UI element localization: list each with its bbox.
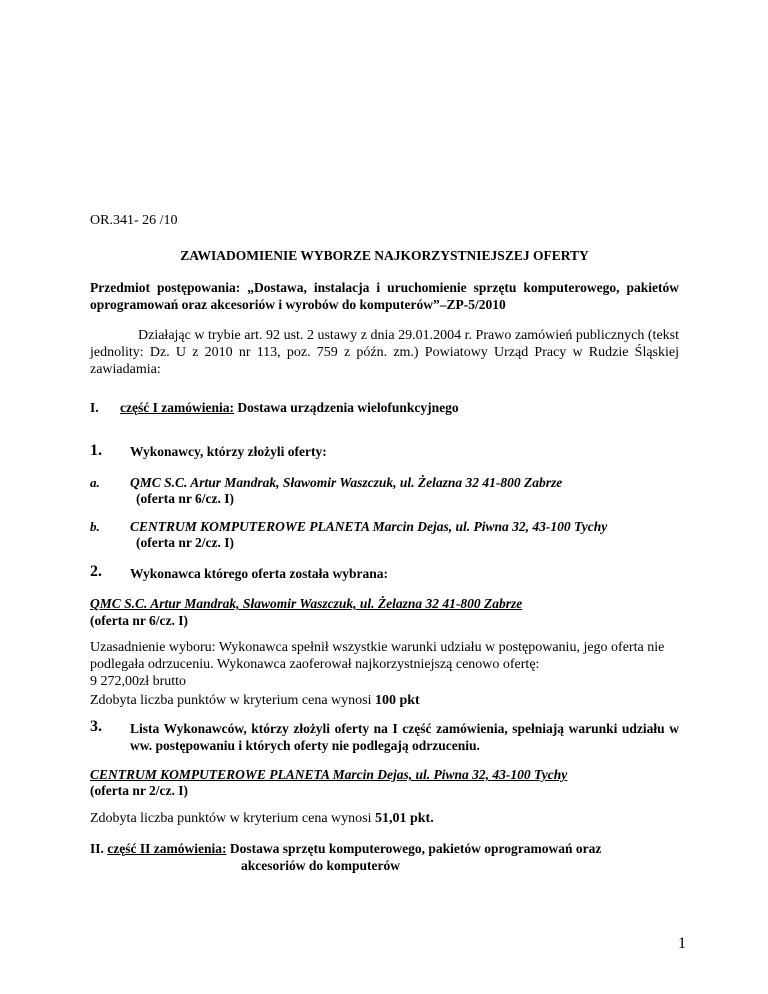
- part2-number: II.: [90, 841, 104, 856]
- selected-ref: (oferta nr 6/cz. I): [90, 613, 188, 628]
- part2-heading: [90, 840, 679, 857]
- part2-title-line1: Dostawa sprzętu komputerowego, pakietów oprogramowań oraz: [226, 841, 602, 856]
- offer-a-company: QMC S.C. Artur Mandrak, Sławomir Waszczuk, ul. Żelazna 32 41-800 Zabrze: [130, 475, 563, 490]
- part1-title: Dostawa urządzenia wielofunkcyjnego: [233, 400, 459, 415]
- page-number: 1: [678, 935, 686, 952]
- part1-number: I.: [90, 400, 99, 415]
- part1-label: część I zamówienia:: [120, 400, 234, 415]
- offer-b-company: CENTRUM KOMPUTEROWE PLANETA Marcin Dejas, ul. Piwna 32, 43-100 Tychy: [130, 519, 608, 534]
- subject-paragraph: [90, 279, 679, 313]
- justification-text: Uzasadnienie wyboru: Wykonawca spełnił wszystkie warunki udziału w postępowaniu, jego oferta nie podlegała odrzuceniu. Wykonawca zaoferował najkorzystniejszą cenowo ofertę:: [90, 640, 665, 672]
- points-part1-listed: [90, 810, 679, 827]
- points1-text: Zdobyta liczba punktów w kryterium cena wynosi: [90, 693, 375, 708]
- intro-paragraph: Działając w trybie art. 92 ust. 2 ustawy z dnia 29.01.2004 r. Prawo zamówień publicznych (tekst jednolity: Dz. U z 2010 nr 113, poz. 759 z późn. zm.) Powiatowy Urząd Pracy w Rudzie Śląskiej zawiadamia:: [90, 328, 679, 377]
- item2-text: Wykonawca którego oferta została wybrana:: [130, 566, 388, 581]
- offer-b-letter: b.: [90, 519, 100, 534]
- item3-number: 3.: [90, 718, 102, 735]
- justification-price: 9 272,00zł brutto: [90, 674, 187, 689]
- reference-number: OR.341- 26 /10: [90, 213, 178, 228]
- item3-text: Lista Wykonawców, którzy złożyli oferty na I część zamówienia, spełniają warunki udziału w ww. postępowaniu i których oferty nie podlegają odrzuceniu.: [130, 721, 679, 753]
- item1-text: Wykonawcy, którzy złożyli oferty:: [130, 444, 327, 459]
- part2-title-line2: akcesoriów do komputerów: [241, 858, 400, 873]
- offer-b-ref: (oferta nr 2/cz. I): [136, 535, 234, 550]
- subject-text: „Dostawa, instalacja i uruchomienie sprzętu komputerowego, pakietów oprogramowań oraz akcesoriów i wyrobów do komputerów”–ZP-5/2010: [90, 280, 680, 312]
- item2-number: 2.: [90, 563, 102, 580]
- offer-a-letter: a.: [90, 475, 100, 490]
- offer-a-ref: (oferta nr 6/cz. I): [136, 491, 234, 506]
- subject-label: Przedmiot postępowania:: [90, 280, 241, 295]
- listed-ref: (oferta nr 2/cz. I): [90, 783, 188, 798]
- points-part1-selected: [90, 692, 679, 709]
- document-title: ZAWIADOMIENIE WYBORZE NAJKORZYSTNIEJSZEJ OFERTY: [180, 248, 589, 263]
- points2-value: 51,01 pkt.: [374, 811, 434, 826]
- part2-label: część II zamówienia:: [107, 841, 227, 856]
- points2-text: Zdobyta liczba punktów w kryterium cena wynosi: [90, 811, 375, 826]
- points1-value: 100 pkt: [374, 693, 420, 708]
- item1-number: 1.: [90, 442, 102, 459]
- listed-company: CENTRUM KOMPUTEROWE PLANETA Marcin Dejas, ul. Piwna 32, 43-100 Tychy: [90, 767, 568, 782]
- part1-heading: [90, 399, 679, 416]
- selected-company: QMC S.C. Artur Mandrak, Sławomir Waszczuk, ul. Żelazna 32 41-800 Zabrze: [90, 596, 523, 611]
